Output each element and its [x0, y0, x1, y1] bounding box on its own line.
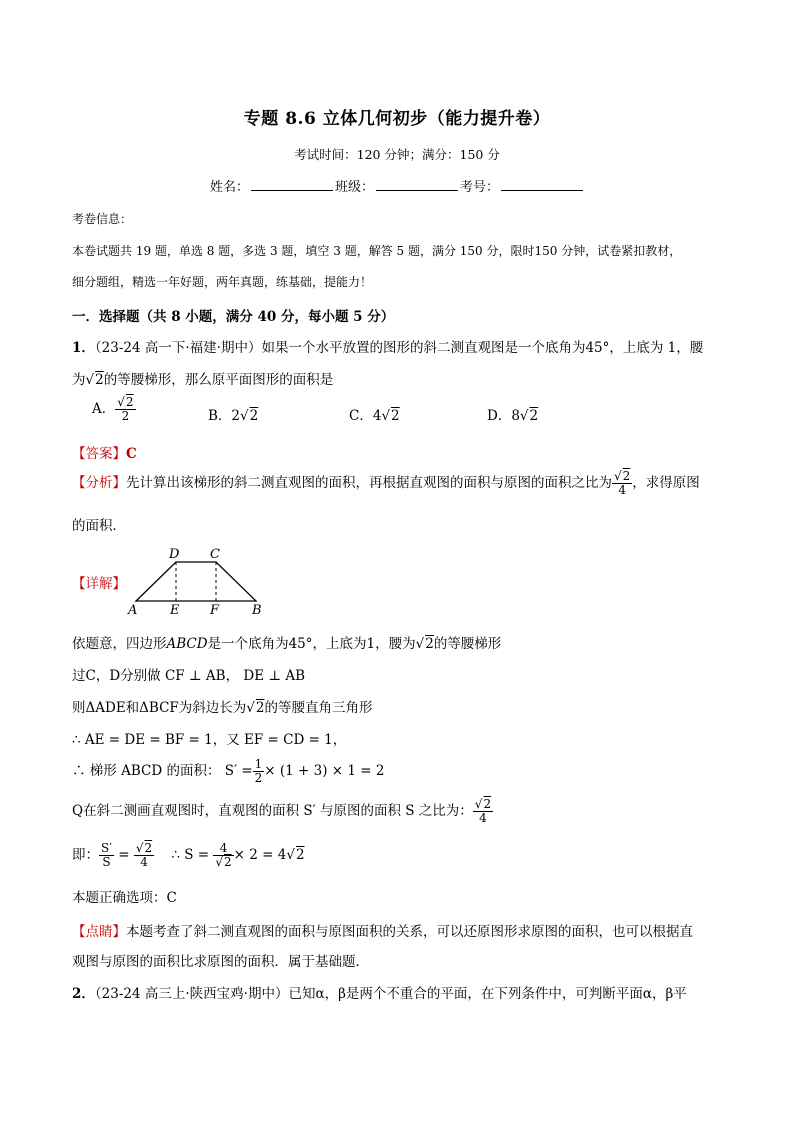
label-f: F: [210, 603, 220, 616]
detail-line-5: ∴ 梯形 ABCD 的面积： S′ = $\frac{1}{2}$ × (1 + 3) × 1 = 2: [72, 757, 385, 785]
question-text: 如果一个水平放置的图形的斜二测直观图是一个底角为45°，上底为 1，腰: [261, 340, 704, 356]
detail-label: 【详解】: [72, 576, 126, 592]
info-line-2: 细分题组，精选一年好题，两年真题，练基础，提能力！: [72, 275, 373, 289]
info-heading: 考卷信息：: [72, 212, 133, 226]
question-source: （23-24 高一下·福建·期中）: [94, 340, 262, 356]
name-blank: [251, 178, 333, 191]
detail-line-2: 过C，D分别做 CF ⊥ AB， DE ⊥ AB: [72, 668, 306, 684]
option-a[interactable]: A． $\frac{√2}{2}$: [92, 395, 134, 423]
comment-line-1: 【点睛】本题考查了斜二测直观图的面积与原图面积的关系，可以还原图形求原图的面积，也可以根据直: [72, 924, 693, 940]
class-label: 班级：: [335, 180, 375, 195]
question-2-line-1: 2．（23-24 高三上·陕西宝鸡·期中）已知α，β是两个不重合的平面，在下列条件中，可判断平面α，β平: [72, 986, 687, 1002]
analysis-label: 【分析】: [72, 475, 126, 491]
analysis-line-2: 的面积．: [72, 518, 126, 534]
detail-line-6: Q在斜二测画直观图时，直观图的面积 S′ 与原图的面积 S 之比为： $\frac{√2}{4}$: [72, 797, 492, 825]
number-label: 考号：: [460, 180, 500, 195]
option-c[interactable]: C．4√2: [349, 408, 400, 424]
answer-label: 【答案】: [72, 446, 126, 462]
comment-label: 【点睛】: [72, 924, 126, 940]
exam-time: 考试时间：120 分钟；满分：150 分: [294, 147, 500, 162]
label-e: E: [170, 603, 180, 616]
class-blank: [376, 178, 458, 191]
detail-line-3: 则ΔADE和ΔBCF为斜边长为√2的等腰直角三角形: [72, 700, 373, 716]
option-d[interactable]: D．8√2: [487, 408, 539, 424]
section-heading: 一．选择题（共 8 小题，满分 40 分，每小题 5 分）: [72, 309, 395, 325]
page-title: 专题 8.6 立体几何初步（能力提升卷）: [243, 109, 551, 129]
option-b[interactable]: B．2√2: [208, 408, 259, 424]
detail-line-1: 依题意，四边形ABCD是一个底角为45°，上底为1，腰为√2的等腰梯形: [72, 636, 502, 652]
detail-line-8: 本题正确选项：C: [72, 890, 177, 906]
label-c: C: [210, 547, 220, 562]
label-d: D: [169, 547, 180, 562]
analysis-line-1: 【分析】先计算出该梯形的斜二测直观图的面积，再根据直观图的面积与原图的面积之比为 $\frac{√2}{4}$ ，求得原图: [72, 469, 700, 497]
trapezoid-figure: [124, 544, 274, 616]
answer-line: [72, 442, 137, 462]
answer-value: C: [126, 446, 137, 462]
name-label: 姓名：: [210, 180, 250, 195]
student-info-row: [210, 176, 585, 195]
question-number: 1．: [72, 340, 95, 356]
label-b: B: [252, 603, 262, 616]
comment-line-2: 观图与原图的面积比求原图的面积．属于基础题．: [72, 954, 369, 970]
label-a: A: [128, 603, 138, 616]
question-1-line-1: [72, 336, 703, 356]
number-blank: [501, 178, 583, 191]
detail-line-4: ∴ AE = DE = BF = 1，又 EF = CD = 1，: [72, 732, 347, 748]
detail-line-7: 即： $\frac{S'}{S}$ = $\frac{√2}{4}$ ∴ S = $\frac{4}{√2}$ × 2 = 4√2: [72, 841, 305, 869]
question-1-line-2: 为√2的等腰梯形，那么原平面图形的面积是: [72, 372, 334, 388]
info-line-1: 本卷试题共 19 题，单选 8 题，多选 3 题，填空 3 题，解答 5 题，满分 150 分，限时150 分钟，试卷紧扣教材，: [72, 244, 682, 258]
trapezoid-shape: [136, 562, 256, 601]
